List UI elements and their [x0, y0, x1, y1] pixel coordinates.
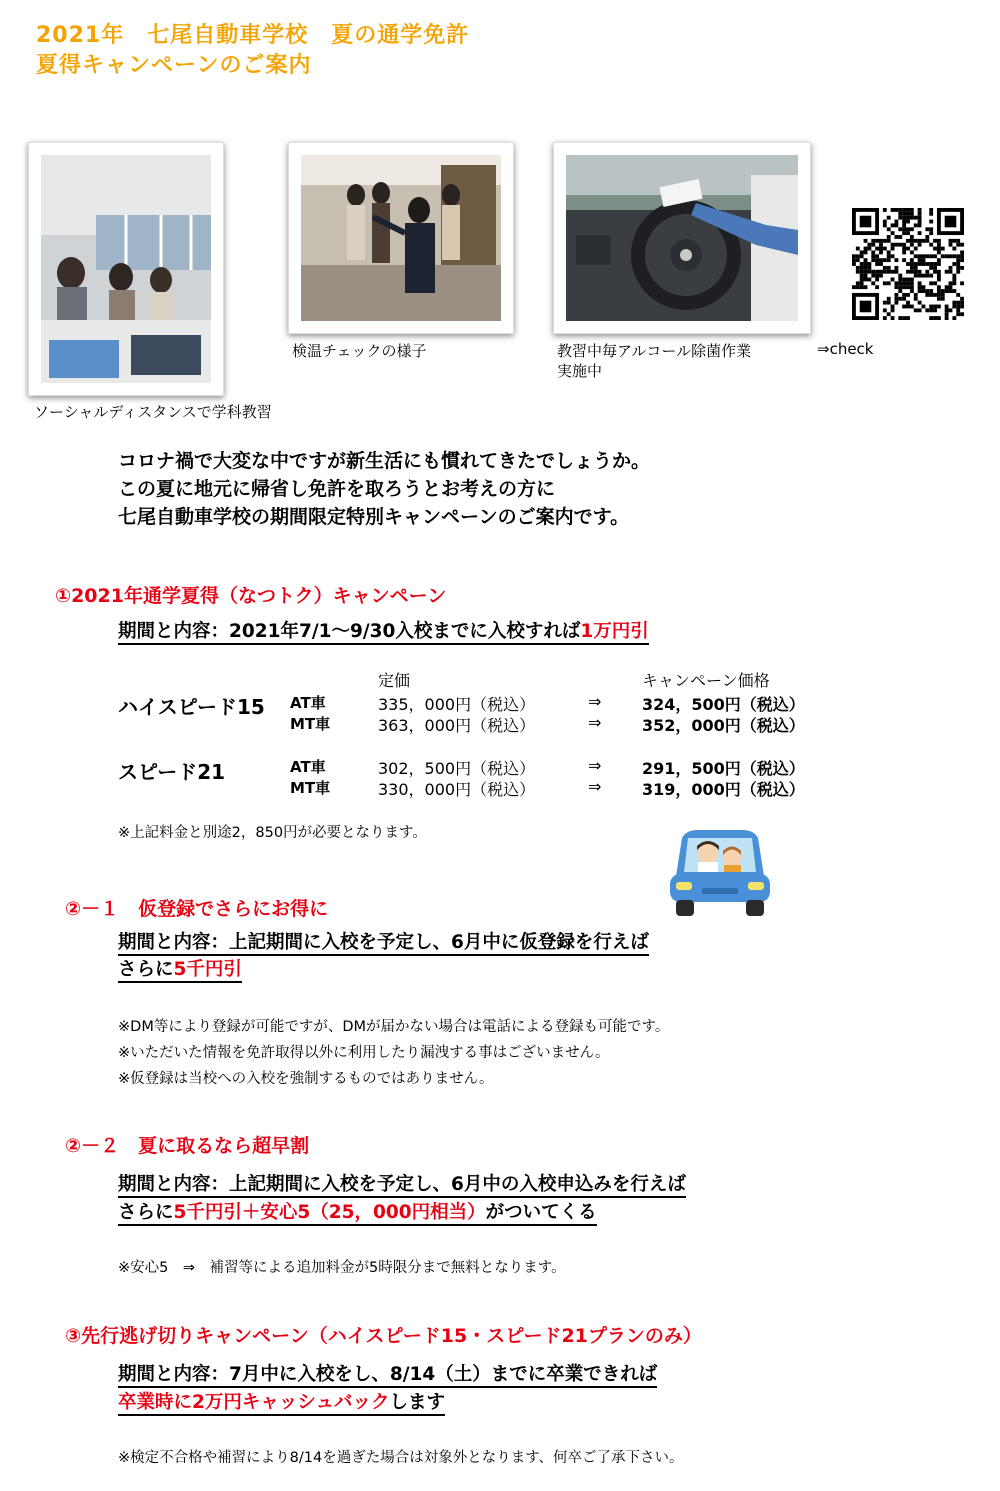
campaign2-2-line1: 期間と内容：上記期間に入校を予定し、6月中の入校申込みを行えば [118, 1170, 686, 1198]
campaign2-2-note: ※安心5 ⇒ 補習等による追加料金が5時限分まで無料となります。 [118, 1260, 566, 1276]
plan2-at-campaign: 291，500円（税込） [642, 759, 805, 778]
campaign2-1-line2 [118, 955, 242, 983]
campaign2-2-line2-prefix: さらに [118, 1202, 174, 1223]
campaign3-line2-suffix: します [389, 1392, 446, 1413]
disinfection-photo [553, 142, 811, 334]
intro-line-3: 七尾自動車学校の期間限定特別キャンペーンのご案内です。 [118, 506, 630, 528]
header-regular-price: 定価 [378, 671, 411, 690]
campaign3-cashback: 卒業時に2万円キャッシュバック [118, 1392, 390, 1413]
disinfection-image [566, 155, 798, 321]
plan1-mt-regular: 363，000円（税込） [378, 716, 536, 735]
photo-caption-classroom: ソーシャルディスタンスで学科教習 [34, 403, 272, 421]
photo-caption-disinfection-line2: 実施中 [557, 362, 603, 380]
temperature-check-photo [288, 142, 514, 334]
page-title-line1: 2021年 七尾自動車学校 夏の通学免許 [36, 23, 470, 48]
campaign1-period-text: 期間と内容：2021年7/1～9/30入校までに入校すれば [118, 621, 581, 642]
campaign2-1-discount: 5千円引 [173, 959, 242, 980]
plan-name-speed21: スピード21 [118, 760, 226, 784]
campaign2-2-heading: ②－２ 夏に取るなら超早割 [65, 1135, 310, 1157]
plan1-at-arrow: ⇒ [588, 692, 602, 711]
campaign2-1-note-1: ※DM等により登録が可能ですが、DMが届かない場合は電話による登録も可能です。 [118, 1019, 670, 1035]
campaign2-2-discount: 5千円引＋安心5（25，000円相当） [173, 1202, 486, 1223]
car-illustration [668, 828, 772, 920]
plan2-at-regular: 302，500円（税込） [378, 759, 536, 778]
campaign2-1-note-2: ※いただいた情報を免許取得以外に利用したり漏洩する事はございません。 [118, 1045, 610, 1061]
page-title-line2: 夏得キャンペーンのご案内 [36, 53, 312, 78]
campaign3-heading: ③先行逃げ切りキャンペーン（ハイスピード15・スピード21プランのみ） [65, 1325, 702, 1347]
campaign2-1-line1: 期間と内容：上記期間に入校を予定し、6月中に仮登録を行えば [118, 928, 649, 956]
intro-line-1: コロナ禍で大変な中ですが新生活にも慣れてきたでしょうか。 [118, 450, 651, 472]
plan1-at-type: AT車 [290, 694, 326, 712]
car-icon [668, 828, 772, 920]
campaign2-2-line2 [118, 1198, 597, 1226]
campaign2-2-line2-suffix: がついてくる [485, 1202, 597, 1223]
plan1-mt-campaign: 352，000円（税込） [642, 716, 805, 735]
plan2-mt-regular: 330，000円（税込） [378, 780, 536, 799]
photo-caption-temperature: 検温チェックの様子 [292, 342, 427, 360]
campaign1-note: ※上記料金と別途2，850円が必要となります。 [118, 825, 427, 841]
intro-line-2: この夏に地元に帰省し免許を取ろうとお考えの方に [118, 478, 556, 500]
campaign1-discount: 1万円引 [580, 621, 649, 642]
campaign3-note: ※検定不合格や補習により8/14を過ぎた場合は対象外となります、何卒ご了承下さい。 [118, 1450, 684, 1466]
plan2-mt-campaign: 319，000円（税込） [642, 780, 805, 799]
temperature-check-image [301, 155, 501, 321]
plan1-at-regular: 335，000円（税込） [378, 695, 536, 714]
campaign1-period [118, 617, 649, 645]
campaign2-1-line2-prefix: さらに [118, 959, 174, 980]
campaign1-heading: ①2021年通学夏得（なつトク）キャンペーン [55, 585, 447, 607]
check-label: ⇒check [817, 340, 874, 358]
plan2-at-type: AT車 [290, 758, 326, 776]
qr-code[interactable] [852, 208, 964, 320]
qr-code-image [852, 208, 964, 320]
campaign2-1-note-3: ※仮登録は当校への入校を強制するものではありません。 [118, 1071, 494, 1087]
plan1-at-campaign: 324，500円（税込） [642, 695, 805, 714]
classroom-image [41, 155, 211, 383]
campaign3-line1: 期間と内容：7月中に入校をし、8/14（土）までに卒業できれば [118, 1360, 657, 1388]
plan1-mt-arrow: ⇒ [588, 713, 602, 732]
plan-name-highspeed15: ハイスピード15 [118, 695, 265, 719]
classroom-photo [28, 142, 224, 396]
photo-caption-disinfection-line1: 教習中毎アルコール除菌作業 [557, 342, 752, 360]
campaign3-line2 [118, 1388, 445, 1416]
plan2-mt-type: MT車 [290, 779, 331, 797]
plan1-mt-type: MT車 [290, 715, 331, 733]
plan2-at-arrow: ⇒ [588, 756, 602, 775]
header-campaign-price: キャンペーン価格 [642, 671, 770, 690]
campaign2-1-heading: ②－１ 仮登録でさらにお得に [65, 898, 329, 920]
plan2-mt-arrow: ⇒ [588, 777, 602, 796]
